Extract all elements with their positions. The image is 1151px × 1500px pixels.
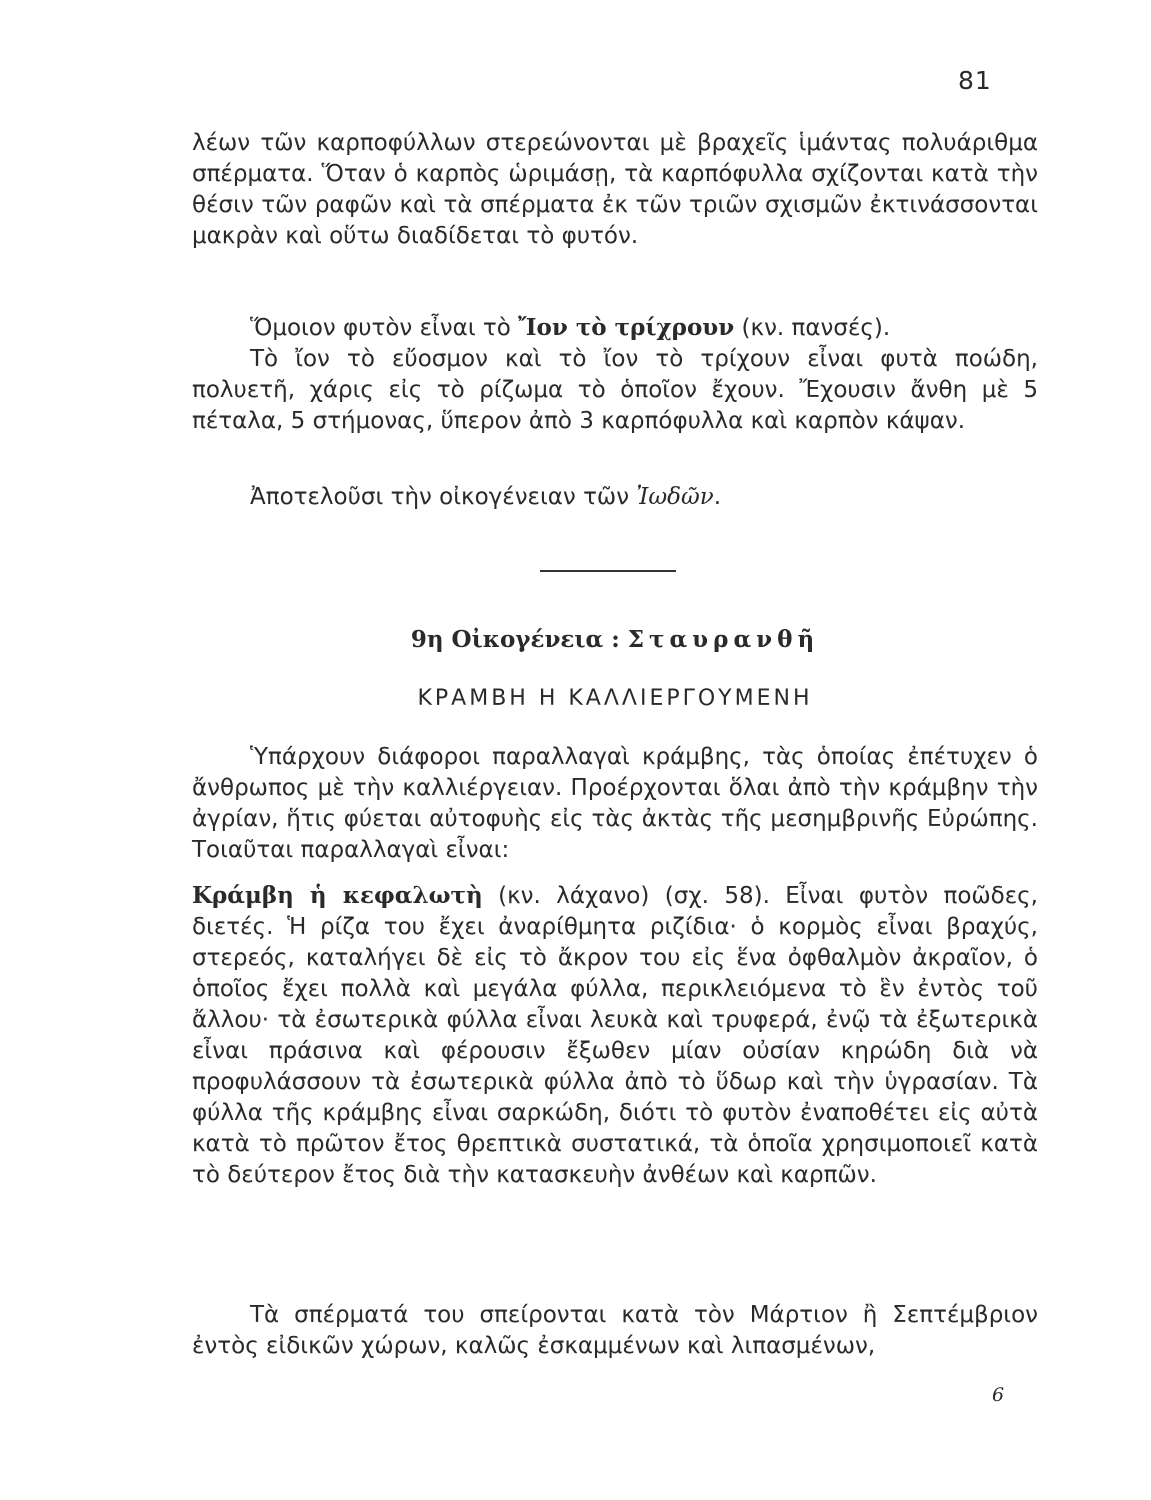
paragraph-violets: Τὸ ἴον τὸ εὔοσμον καὶ τὸ ἴον τὸ τρίχουν εἶναι φυτὰ ποώδη, πολυετῆ, χάρις εἰς τὸ ρίζωμα τὸ ὁποῖον ἔχουν. Ἔχουσιν ἄνθη μὲ 5 πέταλα, 5 στήμονας, ὕπερον ἀπὸ 3 καρπόφυλλα καὶ καρπὸν κάψαν.: [192, 346, 1038, 434]
paragraph-cabbage: [192, 880, 1038, 1191]
section-divider: [540, 570, 676, 572]
signature-mark: 6: [992, 1384, 1005, 1406]
paragraph-family-iodon: [192, 482, 1038, 513]
paragraph-carpels: λέων τῶν καρποφύλλων στερεώνονται μὲ βραχεῖς ἱμάντας πολυάριθμα σπέρματα. Ὅταν ὁ καρπὸς ὡριμάσῃ, τὰ καρπόφυλλα σχίζονται κατὰ τὴν θέσιν τῶν ραφῶν καὶ τὰ σπέρματα ἐκ τῶν τριῶν σχισμῶν ἐκτινάσσονται μακρὰν καὶ οὕτω διαδίδεται τὸ φυτόν.: [192, 130, 1038, 249]
cabbage-description: (κν. λάχανο) (σχ. 58). Εἶναι φυτὸν ποῶδες, διετές. Ἡ ρίζα του ἔχει ἀναρίθμητα ριζίδια· ὁ κορμὸς εἶναι βραχύς, στερεός, καταλήγει δὲ εἰς τὸ ἄκρον του εἰς ἕνα ὀφθαλμὸν ἀκραῖον, ὁ ὁποῖος ἔχει πολλὰ καὶ μεγάλα φύλλα, περικλειόμενα τὸ ἓν ἐντὸς τοῦ ἄλλου· τὰ ἐσωτερικὰ φύλλα εἶναι λευκὰ καὶ τρυφερά, ἐνῷ τὰ ἐξωτερικὰ εἶναι πράσινα καὶ φέρουσιν ἔξωθεν μίαν οὐσίαν κηρώδη διὰ νὰ προφυλάσσουν τὰ ἐσωτερικὰ φύλλα ἀπὸ τὸ ὕδωρ καὶ τὴν ὑγρασίαν. Τὰ φύλλα τῆς κράμβης εἶναι σαρκώδη, διότι τὸ φυτὸν ἐναποθέτει εἰς αὐτὰ κατὰ τὸ πρῶτον ἔτος θρεπτικὰ συστατικά, τὰ ὁποῖα χρησιμοποιεῖ κατὰ τὸ δεύτερον ἔτος διὰ τὴν κατασκευὴν ἀνθέων καὶ καρπῶν.: [192, 883, 1038, 1188]
cabbage-name: Κράμβη ἡ κεφαλωτὴ: [192, 882, 483, 909]
iodon-end: .: [713, 484, 721, 510]
iodon-family-name: Ἰωδῶν: [636, 484, 714, 510]
family-heading: [192, 626, 1038, 653]
family-heading-name: Σταυρανθῆ: [627, 626, 820, 653]
pansy-name: Ἴον τὸ τρίχρουν: [518, 314, 735, 341]
family-heading-prefix: 9η Οἰκογένεια :: [410, 626, 628, 653]
pansy-intro-text: Ὅμοιον φυτὸν εἶναι τὸ: [250, 315, 519, 341]
paragraph-varieties: Ὑπάρχουν διάφοροι παραλλαγαὶ κράμβης, τὰς ὁποίας ἐπέτυχεν ὁ ἄνθρωπος μὲ τὴν καλλιέργειαν. Προέρχονται ὅλαι ἀπὸ τὴν κράμβην τὴν ἀγρίαν, ἥτις φύεται αὐτοφυὴς εἰς τὰς ἀκτὰς τῆς μεσημβρινῆς Εὐρώπης. Τοιαῦται παραλλαγαὶ εἶναι:: [192, 744, 1038, 863]
page-number: 81: [958, 66, 992, 95]
pansy-common-name: (κν. πανσές).: [734, 315, 891, 341]
species-heading: ΚΡΑΜΒΗ Η ΚΑΛΛΙΕΡΓΟΥΜΕΝΗ: [417, 686, 813, 711]
iodon-intro-text: Ἀποτελοῦσι τὴν οἰκογένειαν τῶν: [250, 484, 637, 510]
paragraph-pansy: [192, 312, 1038, 344]
paragraph-sowing: Τὰ σπέρματά του σπείρονται κατὰ τὸν Μάρτιον ἢ Σεπτέμβριον ἐντὸς εἰδικῶν χώρων, καλῶς ἐσκαμμένων καὶ λιπασμένων,: [192, 1302, 1038, 1359]
